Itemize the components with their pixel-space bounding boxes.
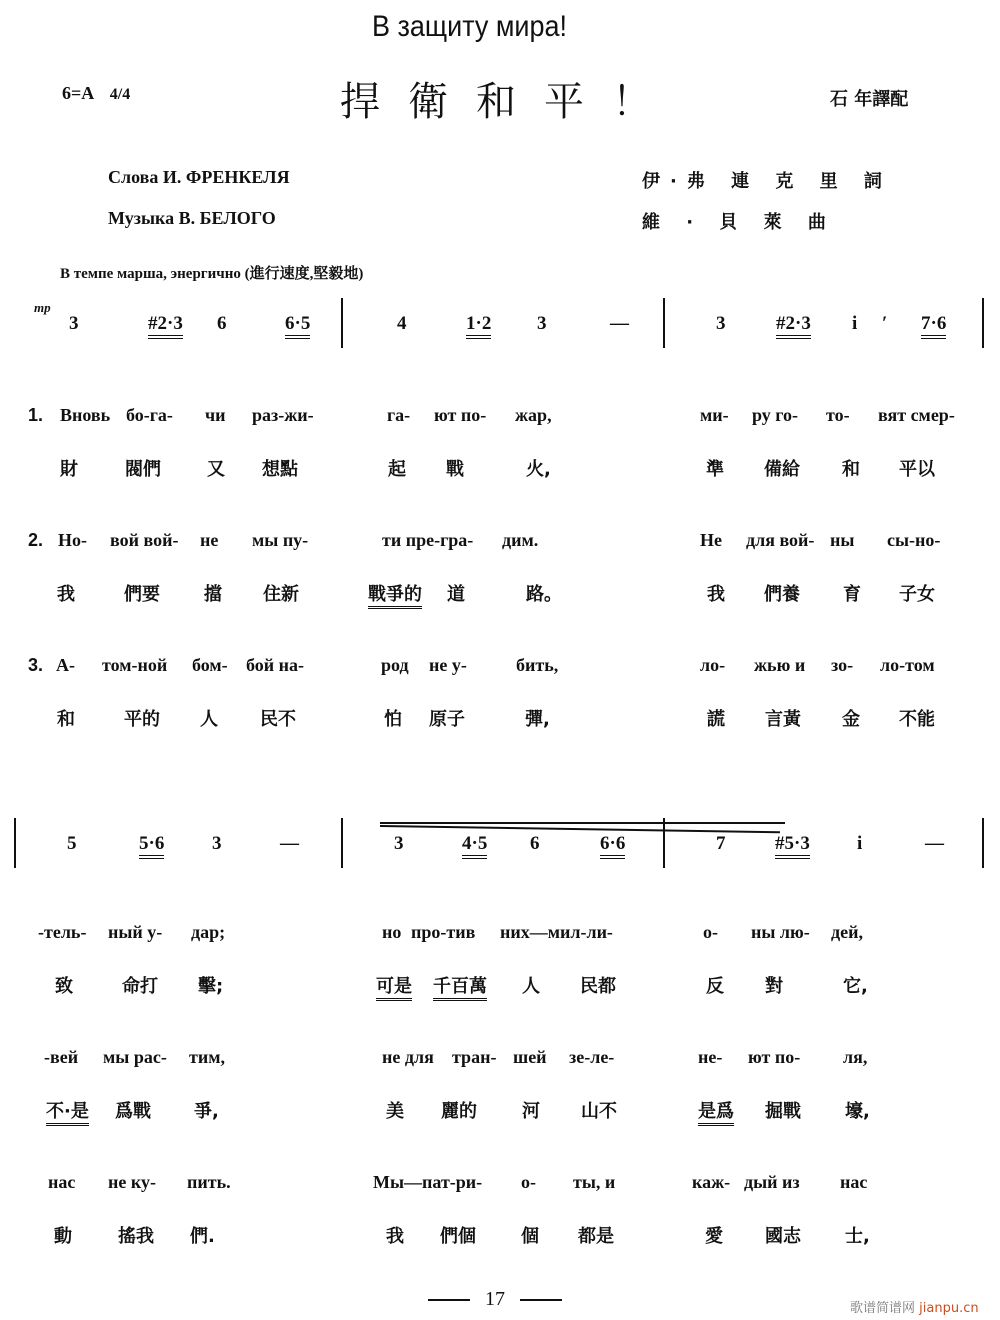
note-text: 6·5	[285, 313, 310, 339]
note-text: 4	[397, 313, 407, 334]
lyric-syllable-cn: 麗的	[441, 1101, 477, 1122]
chinese-title: 捍衛和平！	[340, 79, 680, 125]
lyric-syllable-cn: 路。	[526, 584, 562, 605]
lyric-syllable-cn: 對	[765, 976, 783, 997]
lyric-syllable-cn: 美	[386, 1101, 404, 1122]
watermark-text: 歌谱简谱网	[850, 1301, 916, 1316]
lyric-syllable-ru: дый из	[744, 1172, 800, 1192]
translator-credit: 石 年譯配	[830, 89, 909, 110]
note-group	[285, 313, 310, 335]
note-group	[397, 313, 407, 335]
lyric-syllable-cn: 我	[386, 1226, 404, 1247]
lyric-syllable-cn: 不能	[899, 709, 935, 730]
lyric-syllable-ru: мы пу-	[252, 530, 309, 550]
lyric-syllable-cn: 起	[388, 459, 406, 480]
verse-number: 1.	[28, 405, 44, 425]
note-group	[716, 833, 726, 855]
lyric-syllable-ru: ля,	[843, 1047, 868, 1067]
lyric-syllable-ru: каж-	[692, 1172, 731, 1192]
note-text: i	[852, 313, 858, 334]
lyric-syllable-cn: 致	[55, 976, 73, 997]
composer-cn: 維 · 貝 萊 曲	[642, 212, 836, 233]
watermark	[850, 1297, 979, 1316]
lyric-syllable-cn: 不·是	[46, 1097, 89, 1126]
lyric-syllable-cn: 是爲	[698, 1097, 734, 1126]
note-text: 4·5	[462, 833, 487, 859]
page-rule-right	[520, 1299, 562, 1301]
lyric-syllable-cn: 彈,	[525, 709, 550, 730]
note-group	[530, 833, 540, 855]
lyric-syllable-cn: 爲戰	[115, 1101, 151, 1122]
lyric-syllable-cn: 戰爭的	[368, 580, 422, 609]
lyric-syllable-ru: пить.	[187, 1172, 231, 1192]
note-group	[852, 313, 857, 335]
lyricist-cn: 伊·弗 連 克 里 詞	[642, 171, 892, 192]
lyric-syllable-ru: сы-но-	[887, 530, 941, 550]
lyric-syllable-ru: Не	[700, 530, 722, 550]
note-text: 6·6	[600, 833, 625, 859]
lyric-syllable-ru: ты, и	[573, 1172, 616, 1192]
note-text: 3	[212, 833, 222, 854]
note-text: —	[610, 313, 629, 334]
note-group	[716, 313, 726, 335]
lyric-syllable-ru: бом-	[192, 655, 228, 675]
watermark-url: jianpu.cn	[919, 1301, 979, 1316]
lyric-syllable-ru: бить,	[516, 655, 559, 675]
lyric-syllable-cn: 命打	[122, 976, 158, 997]
lyric-syllable-ru: Но-	[58, 530, 87, 550]
key-value: 6=A	[62, 83, 94, 103]
lyric-syllable-cn: 擋	[204, 584, 222, 605]
lyric-syllable-cn: 和	[842, 459, 860, 480]
lyric-syllable-cn: 我	[57, 584, 75, 605]
tempo-marking: В темпе марша, энергично (進行速度,堅毅地)	[60, 266, 364, 282]
lyric-syllable-ru: не	[200, 530, 219, 550]
lyric-syllable-cn: 道	[447, 584, 465, 605]
lyric-syllable-ru: А-	[56, 655, 75, 675]
note-group	[537, 313, 547, 335]
note-text: i	[857, 833, 863, 854]
lyric-syllable-ru: бо-га-	[126, 405, 173, 425]
lyric-syllable-cn: 士,	[845, 1226, 870, 1247]
lyric-syllable-cn: 金	[842, 709, 860, 730]
note-text: 3	[537, 313, 547, 334]
lyric-syllable-cn: 反	[706, 976, 724, 997]
lyric-syllable-cn: 人	[200, 709, 218, 730]
lyric-syllable-cn: 財	[60, 459, 78, 480]
lyric-syllable-ru: ло-том	[880, 655, 935, 675]
note-group	[67, 833, 77, 855]
lyric-syllable-ru: ти пре-гра-	[382, 530, 474, 550]
lyric-syllable-ru: них—мил-ли-	[500, 922, 613, 942]
note-text: 3	[716, 313, 726, 334]
lyric-syllable-ru: ют по-	[434, 405, 487, 425]
lyric-syllable-ru: дей,	[831, 922, 863, 942]
lyric-syllable-cn: 山不	[581, 1101, 617, 1122]
lyric-syllable-ru: мы рас-	[103, 1047, 167, 1067]
lyric-syllable-ru: Мы—пат-ри-	[373, 1172, 483, 1192]
lyric-syllable-ru: тим,	[189, 1047, 225, 1067]
lyric-syllable-cn: 人	[522, 976, 540, 997]
lyric-syllable-cn: 們.	[190, 1226, 215, 1247]
lyric-syllable-cn: 國志	[765, 1226, 801, 1247]
lyric-syllable-ru: дим.	[502, 530, 539, 550]
verse-number: 3.	[28, 655, 44, 675]
lyric-syllable-ru: вят смер-	[878, 405, 955, 425]
lyric-syllable-cn: 民都	[580, 976, 616, 997]
lyric-syllable-ru: не ку-	[108, 1172, 156, 1192]
barline	[663, 818, 665, 868]
lyric-syllable-ru: -тель-	[38, 922, 87, 942]
note-group	[610, 313, 629, 335]
lyric-syllable-ru: род	[381, 655, 409, 675]
lyric-syllable-cn: 備給	[764, 459, 800, 480]
lyric-syllable-cn: 原子	[429, 709, 465, 730]
lyric-syllable-ru: зо-	[831, 655, 854, 675]
lyric-syllable-cn: 火,	[526, 459, 551, 480]
lyric-syllable-ru: про-тив	[411, 922, 476, 942]
lyric-syllable-cn: 戰	[446, 459, 464, 480]
lyric-syllable-ru: ют по-	[748, 1047, 801, 1067]
russian-title: В защиту мира!	[372, 10, 568, 43]
note-text: 6	[530, 833, 540, 854]
barline	[663, 298, 665, 348]
lyric-syllable-cn: 都是	[578, 1226, 614, 1247]
lyric-syllable-cn: 們要	[124, 584, 160, 605]
lyric-syllable-ru: дар;	[191, 922, 226, 942]
note-group	[217, 313, 227, 335]
note-group	[882, 313, 887, 335]
key-signature	[62, 83, 130, 104]
note-group	[280, 833, 299, 855]
lyric-syllable-ru: шей	[513, 1047, 547, 1067]
note-group	[925, 833, 944, 855]
lyric-syllable-ru: для вой-	[746, 530, 815, 550]
lyric-syllable-cn: 千百萬	[433, 972, 487, 1001]
lyric-syllable-cn: 又	[207, 459, 225, 480]
lyric-syllable-ru: нас	[48, 1172, 76, 1192]
lyric-syllable-cn: 閥們	[125, 459, 161, 480]
barline	[341, 818, 343, 868]
note-group	[775, 833, 810, 855]
lyric-syllable-cn: 言黃	[765, 709, 801, 730]
lyric-syllable-cn: 平的	[124, 709, 160, 730]
dynamic-marking: mp	[34, 300, 51, 315]
barline	[14, 818, 16, 868]
lyric-syllable-cn: 個	[521, 1226, 539, 1247]
lyric-syllable-cn: 河	[522, 1101, 540, 1122]
note-group	[148, 313, 183, 335]
lyric-syllable-ru: ны лю-	[751, 922, 810, 942]
lyric-syllable-cn: 平以	[899, 459, 935, 480]
lyric-syllable-cn: 住新	[263, 584, 299, 605]
note-group	[776, 313, 811, 335]
page-number: 17	[485, 1288, 505, 1310]
note-text: 3	[69, 313, 79, 334]
lyric-syllable-cn: 搖我	[118, 1226, 154, 1247]
lyric-syllable-ru: тран-	[452, 1047, 497, 1067]
note-text: —	[280, 833, 299, 854]
slur-mark	[380, 822, 785, 824]
lyric-syllable-ru: га-	[387, 405, 411, 425]
barline	[341, 298, 343, 348]
lyric-syllable-ru: жью и	[754, 655, 806, 675]
note-group	[69, 313, 79, 335]
verse-number: 2.	[28, 530, 44, 550]
note-text: —	[925, 833, 944, 854]
note-text: 1·2	[466, 313, 491, 339]
note-text: 3	[394, 833, 404, 854]
lyric-syllable-cn: 擊;	[198, 976, 224, 997]
lyric-syllable-ru: раз-жи-	[252, 405, 314, 425]
note-text: #5·3	[775, 833, 810, 859]
lyric-syllable-cn: 它,	[843, 976, 868, 997]
lyric-syllable-cn: 和	[57, 709, 75, 730]
lyric-syllable-cn: 育	[843, 584, 861, 605]
note-text: 7·6	[921, 313, 946, 339]
note-group	[462, 833, 487, 855]
note-group	[394, 833, 404, 855]
composer-ru: Музыка В. БЕЛОГО	[108, 208, 276, 228]
lyric-syllable-cn: 掘戰	[765, 1101, 801, 1122]
lyric-syllable-ru: о-	[703, 922, 718, 942]
lyric-syllable-cn: 愛	[705, 1226, 723, 1247]
lyric-syllable-cn: 我	[707, 584, 725, 605]
lyric-syllable-cn: 怕	[384, 709, 402, 730]
note-text: ′	[882, 313, 888, 334]
lyric-syllable-ru: бой на-	[246, 655, 304, 675]
lyric-syllable-cn: 民不	[260, 709, 296, 730]
note-text: #2·3	[148, 313, 183, 339]
lyric-syllable-ru: жар,	[515, 405, 552, 425]
note-group	[212, 833, 222, 855]
lyric-syllable-ru: не-	[698, 1047, 723, 1067]
lyric-syllable-ru: Вновь	[60, 405, 111, 425]
lyric-syllable-ru: зе-ле-	[569, 1047, 615, 1067]
note-text: #2·3	[776, 313, 811, 339]
note-text: 5	[67, 833, 77, 854]
lyric-syllable-ru: ный у-	[108, 922, 163, 942]
lyric-syllable-cn: 謊	[707, 709, 725, 730]
note-text: 6	[217, 313, 227, 334]
page-number-area	[428, 1288, 562, 1311]
note-group	[857, 833, 862, 855]
lyricist-ru: Слова И. ФРЕНКЕЛЯ	[108, 167, 290, 187]
page-rule-left	[428, 1299, 470, 1301]
note-group	[466, 313, 491, 335]
lyric-syllable-ru: ру го-	[752, 405, 798, 425]
barline	[982, 818, 984, 868]
lyric-syllable-cn: 們養	[764, 584, 800, 605]
note-text: 5·6	[139, 833, 164, 859]
note-text: 7	[716, 833, 726, 854]
lyric-syllable-ru: ло-	[700, 655, 726, 675]
note-group	[600, 833, 625, 855]
lyric-syllable-ru: но	[382, 922, 402, 942]
note-group	[921, 313, 946, 335]
lyric-syllable-ru: вой вой-	[110, 530, 179, 550]
lyric-syllable-ru: ны	[830, 530, 855, 550]
lyric-syllable-cn: 動	[54, 1226, 72, 1247]
barline	[982, 298, 984, 348]
time-signature: 4/4	[109, 86, 131, 103]
lyric-syllable-ru: чи	[205, 405, 226, 425]
lyric-syllable-ru: не для	[382, 1047, 434, 1067]
lyric-syllable-ru: то-	[826, 405, 850, 425]
lyric-syllable-cn: 爭,	[194, 1101, 219, 1122]
lyric-syllable-cn: 子女	[899, 584, 935, 605]
lyric-syllable-ru: нас	[840, 1172, 868, 1192]
lyric-syllable-ru: -вей	[44, 1047, 79, 1067]
lyric-syllable-ru: том-ной	[102, 655, 168, 675]
note-group	[139, 833, 164, 855]
lyric-syllable-cn: 想點	[262, 459, 298, 480]
lyric-syllable-cn: 們個	[440, 1226, 476, 1247]
lyric-syllable-cn: 準	[706, 459, 724, 480]
lyric-syllable-cn: 可是	[376, 972, 412, 1001]
lyric-syllable-ru: ми-	[700, 405, 729, 425]
lyric-syllable-ru: о-	[521, 1172, 536, 1192]
lyric-syllable-cn: 壕,	[845, 1101, 870, 1122]
lyric-syllable-ru: не у-	[429, 655, 467, 675]
